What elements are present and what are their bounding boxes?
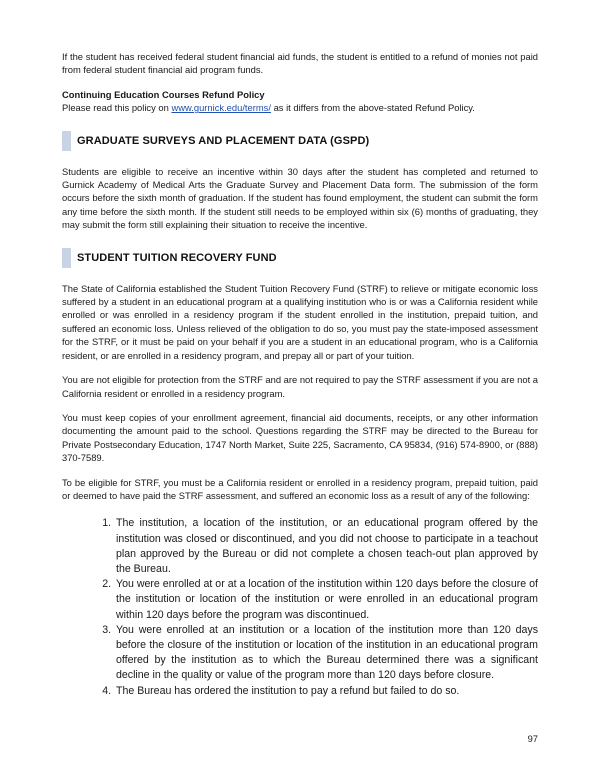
list-item: 3. You were enrolled at an institution or a location of the institution more than 120 days before the closure of the institution or location of the institution in an educational program offered by the institution as to which the Bureau determined there was a significant decline in the quality or value of the program more than 120 days before closure.: [114, 623, 538, 684]
gspd-section-title: GRADUATE SURVEYS AND PLACEMENT DATA (GSPD): [77, 134, 370, 147]
section-marker-bar: [62, 131, 71, 151]
strf-paragraph-3: You must keep copies of your enrollment agreement, financial aid documents, receipts, or any other information documenting the amount paid to the school. Questions regarding the STRF may be directed to the Bureau for Private Postsecondary Education, 1747 North Market, Suite 225, Sacramento, CA 95834, (916) 574-8900, or (888) 370-7589.: [62, 411, 538, 464]
list-item: 4. The Bureau has ordered the institution to pay a refund but failed to do so.: [114, 684, 538, 699]
ce-refund-text: [62, 101, 538, 114]
section-marker-bar: [62, 248, 71, 268]
ce-refund-heading: Continuing Education Courses Refund Policy: [62, 88, 265, 100]
document-page: [62, 50, 538, 699]
strf-eligibility-list: [62, 516, 538, 698]
strf-paragraph-4: To be eligible for STRF, you must be a California resident or enrolled in a residency program, prepaid tuition, paid or deemed to have paid the STRF assessment, and suffered an economic loss as a result of any of the following:: [62, 476, 538, 501]
page-number: 97: [527, 733, 538, 744]
strf-section-header: [62, 248, 538, 268]
gspd-paragraph: Students are eligible to receive an incentive within 30 days after the student has completed and returned to Gurnick Academy of Medical Arts the Graduate Survey and Placement Data form. The submission of the form occurs before the sixth month of graduation. If the student has found employment, the student can submit the form any time before the sixth month. If the student still needs to be employed within six (6) months of graduating, they may submit the form still explaining their situation to receive the incentive.: [62, 165, 538, 231]
gspd-section-header: [62, 131, 538, 151]
terms-link[interactable]: www.gurnick.edu/terms/: [171, 102, 271, 114]
ce-refund-text-before: Please read this policy on: [62, 102, 172, 114]
strf-paragraph-2: You are not eligible for protection from the STRF and are not required to pay the STRF assessment if you are not a California resident or enrolled in a residency program.: [62, 374, 538, 399]
strf-section-title: STUDENT TUITION RECOVERY FUND: [77, 251, 277, 264]
ce-refund-block: [62, 88, 538, 115]
refund-intro-paragraph: If the student has received federal student financial aid funds, the student is entitled to a refund of monies not paid from federal student financial aid program funds.: [62, 51, 538, 76]
ce-refund-text-after: as it differs from the above-stated Refund Policy.: [270, 102, 475, 114]
list-item: 2. You were enrolled at or at a location of the institution within 120 days before the closure of the institution or location of the institution or were enrolled in an educational program within 120 days before the program was discontinued.: [114, 577, 538, 623]
strf-paragraph-1: The State of California established the Student Tuition Recovery Fund (STRF) to relieve or mitigate economic loss suffered by a student in an educational program at a qualifying institution who is or was a California resident while enrolled or was enrolled in a residency program if the student enrolled in the institution, prepaid tuition, and suffered an economic loss. Unless relieved of the obligation to do so, you must pay the state-imposed assessment for the STRF, or it must be paid on your behalf if you are a student in an educational program, who is a California resident, or are enrolled in a residency program, and prepay all or part of your tuition.: [62, 282, 538, 361]
list-item: 1. The institution, a location of the institution, or an educational program offered by the institution was closed or discontinued, and you did not choose to participate in a teachout plan approved by the Bureau or did not complete a chosen teach-out plan approved by the Bureau.: [114, 516, 538, 577]
